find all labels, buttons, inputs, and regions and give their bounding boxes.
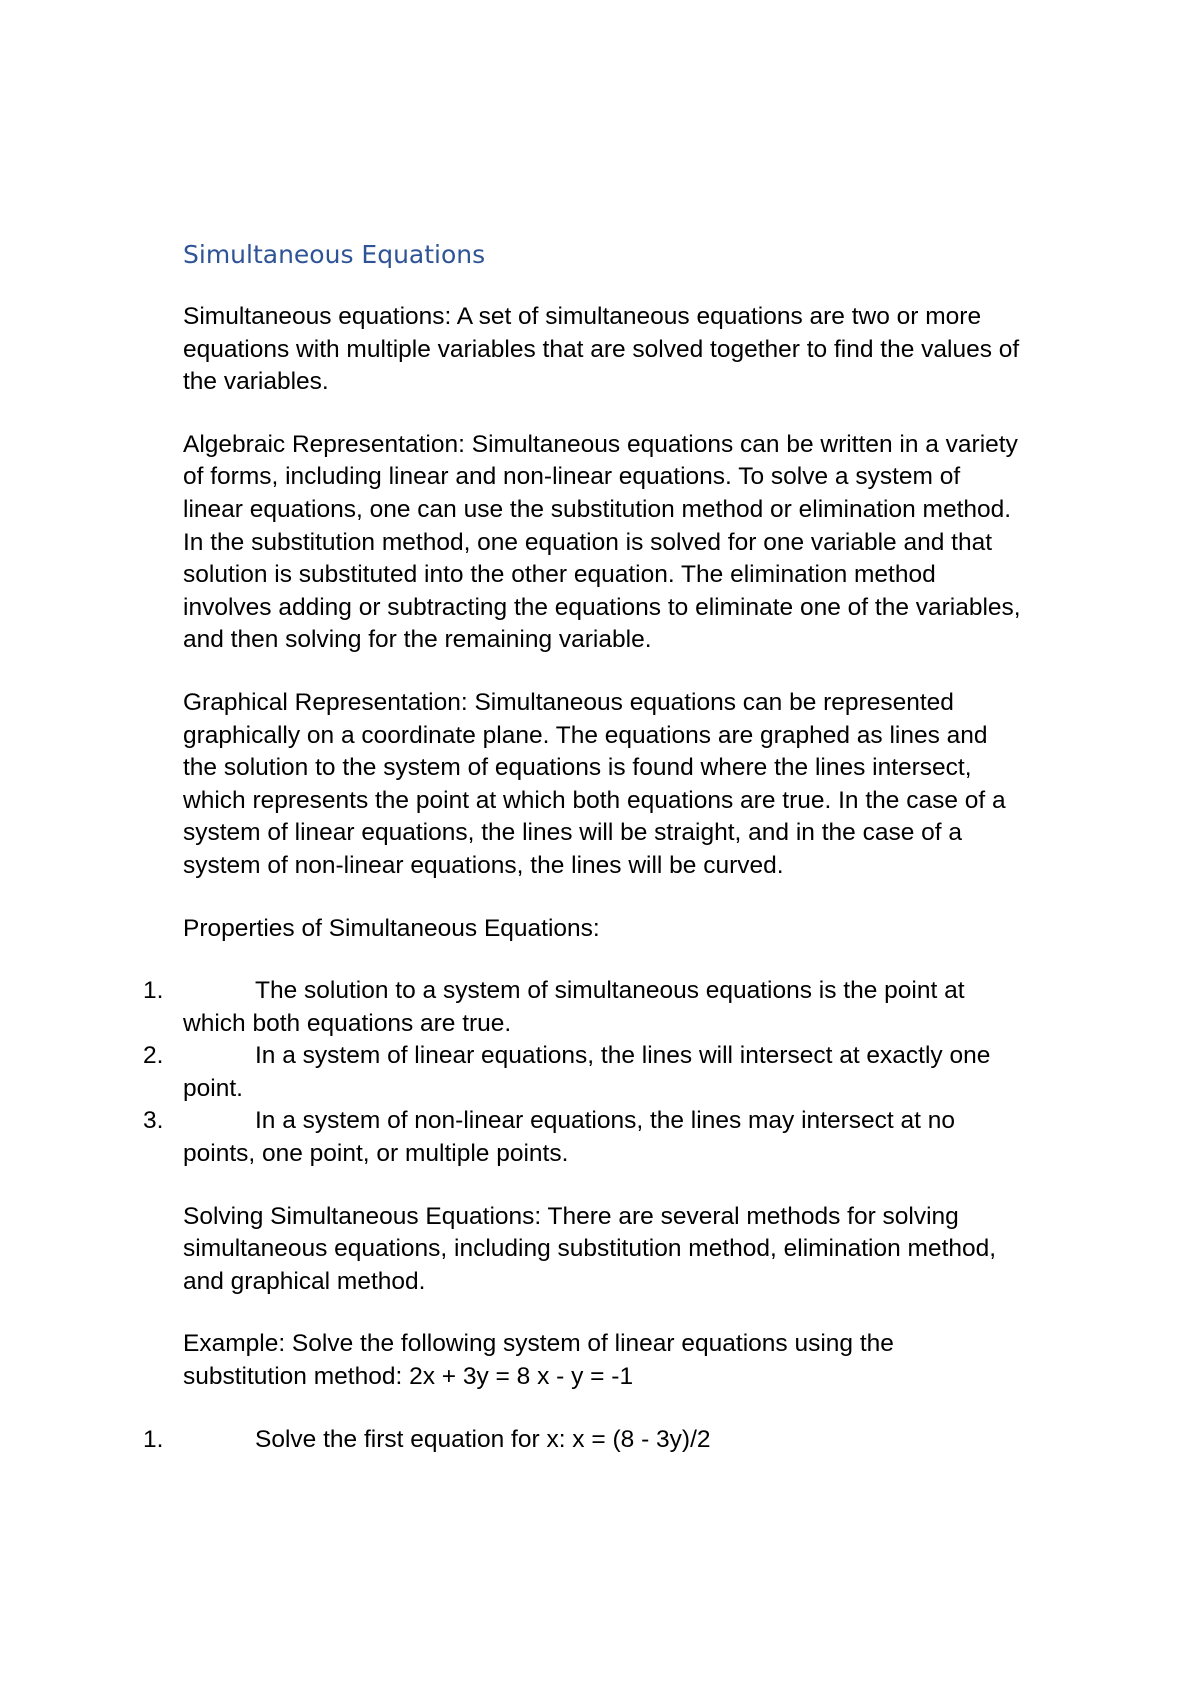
steps-list — [143, 1424, 1023, 1457]
list-number: 3. — [143, 1107, 164, 1135]
document-content — [143, 238, 1023, 1456]
properties-list — [143, 975, 1023, 1171]
list-item-text: Solve the first equation for x: x = (8 - 3y)/2 — [255, 1425, 711, 1453]
list-item-text: In a system of non-linear equations, the lines may intersect at no points, one point, or multiple points. — [183, 1107, 955, 1168]
list-number: 1. — [143, 977, 164, 1005]
algebraic-paragraph: Algebraic Representation: Simultaneous equations can be written in a variety of forms, including linear and non-linear equations. To solve a system of linear equations, one can use the substitution method or elimination method. In the substitution method, one equation is solved for one variable and that solution is substituted into the other equation. The elimination method involves adding or subtracting the equations to eliminate one of the variables, and then solving for the remaining variable. — [183, 430, 1021, 654]
list-item — [143, 1040, 1023, 1105]
document-title: Simultaneous Equations — [183, 240, 486, 269]
graphical-paragraph: Graphical Representation: Simultaneous equations can be represented graphically on a coordinate plane. The equations are graphed as lines and the solution to the system of equations is found where the lines intersect, which represents the point at which both equations are true. In the case of a system of linear equations, the lines will be straight, and in the case of a system of non-linear equations, the lines will be curved. — [183, 688, 1006, 879]
list-number: 1. — [143, 1425, 164, 1453]
example-paragraph: Example: Solve the following system of linear equations using the substitution method: 2x + 3y = 8 x - y = -1 — [183, 1330, 894, 1391]
properties-heading: Properties of Simultaneous Equations: — [183, 914, 600, 942]
intro-paragraph: Simultaneous equations: A set of simultaneous equations are two or more equations with multiple variables that are solved together to find the values of the variables. — [183, 303, 1020, 396]
list-item — [143, 1424, 1023, 1457]
list-number: 2. — [143, 1042, 164, 1070]
list-item — [143, 1105, 1023, 1170]
list-item — [143, 975, 1023, 1040]
list-item-text: The solution to a system of simultaneous equations is the point at which both equations are true. — [183, 977, 965, 1037]
solving-paragraph: Solving Simultaneous Equations: There are several methods for solving simultaneous equations, including substitution method, elimination method, and graphical method. — [183, 1202, 997, 1295]
list-item-text: In a system of linear equations, the lines will intersect at exactly one point. — [183, 1042, 991, 1102]
